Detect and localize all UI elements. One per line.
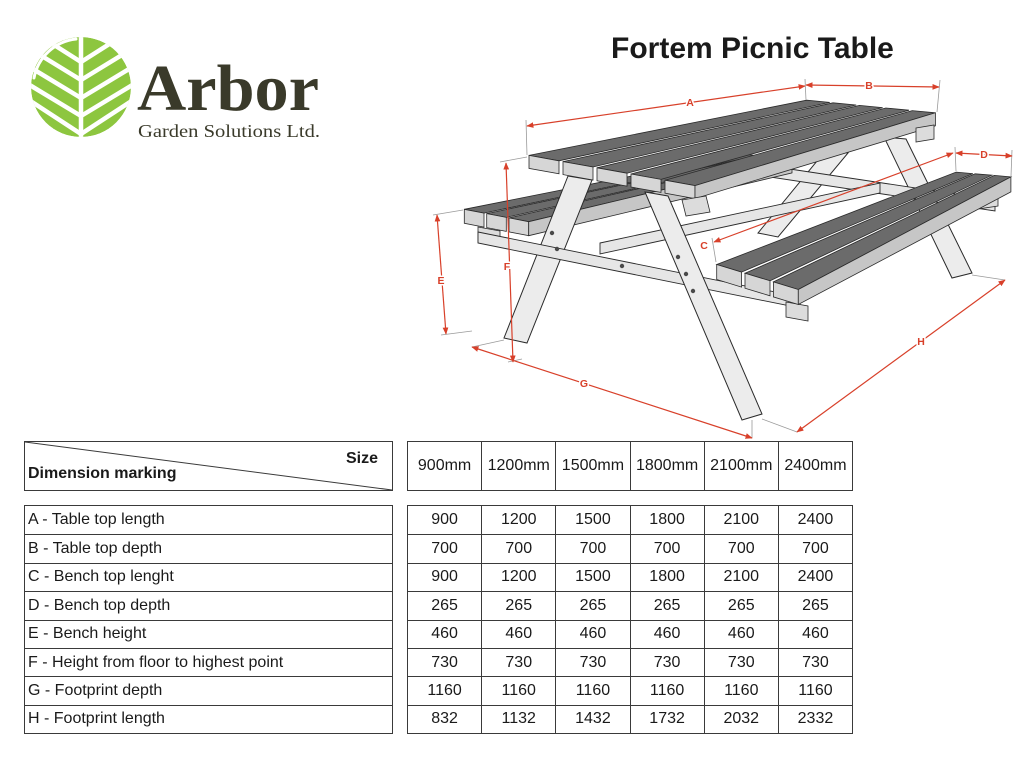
dimension-label-column (24, 505, 393, 734)
dimension-row-label: B - Table top depth (25, 534, 392, 562)
dimension-label-a: A (686, 97, 694, 109)
extension-line (500, 157, 527, 162)
dimension-values-row (408, 676, 852, 704)
dimension-value-cell: 265 (481, 592, 555, 619)
dimension-value-cell: 1432 (555, 706, 629, 733)
dimension-values-row (408, 648, 852, 676)
dimension-row-label: C - Bench top lenght (25, 563, 392, 591)
size-column-header: 2100mm (704, 442, 778, 490)
dimension-value-cell: 460 (481, 621, 555, 648)
extension-line (955, 147, 956, 171)
dimension-value-cell: 265 (555, 592, 629, 619)
dimension-line-h (797, 280, 1005, 432)
dimension-row-label: D - Bench top depth (25, 591, 392, 619)
dimension-value-cell: 265 (704, 592, 778, 619)
dimension-values-row (408, 591, 852, 619)
bolt (555, 247, 559, 251)
table-cleat (682, 196, 710, 216)
dimension-row-label: F - Height from floor to highest point (25, 648, 392, 676)
dimension-values-row (408, 506, 852, 534)
dimension-label-g: G (579, 378, 589, 390)
dimension-row-label: A - Table top length (28, 511, 165, 529)
bench-support-block (786, 302, 808, 321)
extension-line (433, 210, 463, 215)
dimension-value-cell: 832 (431, 710, 458, 728)
dimension-value-cell: 1160 (704, 677, 778, 704)
dimension-value-cell: 265 (630, 592, 704, 619)
dimension-value-cell: 730 (481, 649, 555, 676)
extension-line (937, 80, 940, 112)
dimension-values-row (408, 620, 852, 648)
size-header-row (407, 441, 853, 491)
dimension-value-cell: 1500 (555, 506, 629, 534)
bolt (691, 289, 695, 293)
dimension-row-label: G - Footprint depth (25, 676, 392, 704)
dimension-value-cell: 1500 (555, 564, 629, 591)
dimension-value-cell: 730 (431, 653, 458, 671)
dimension-label-f: F (503, 261, 511, 273)
bolt (676, 255, 680, 259)
dimension-value-cell: 1160 (427, 681, 462, 699)
dimension-value-cell: 1160 (778, 677, 852, 704)
dimension-value-cell: 900 (431, 568, 458, 586)
dimension-value-cell: 700 (778, 535, 852, 562)
dimension-label-e: E (437, 275, 445, 287)
dimension-value-cell: 1800 (630, 506, 704, 534)
brand-tagline: Garden Solutions Ltd. (138, 121, 320, 141)
dimension-value-cell: 700 (704, 535, 778, 562)
dimension-value-cell: 1200 (481, 564, 555, 591)
size-column-header: 1200mm (481, 442, 555, 490)
dimension-value-cell: 2400 (778, 564, 852, 591)
dimension-value-cell: 2032 (704, 706, 778, 733)
dimension-values-grid (407, 505, 853, 734)
dimension-values-row (408, 705, 852, 733)
dimension-value-cell: 1800 (630, 564, 704, 591)
dimension-value-cell: 700 (431, 540, 458, 558)
dimension-value-cell: 700 (630, 535, 704, 562)
dimension-value-cell: 1160 (481, 677, 555, 704)
bolt (620, 264, 624, 268)
dimension-value-cell: 1200 (481, 506, 555, 534)
dimension-value-cell: 460 (778, 621, 852, 648)
dimension-value-cell: 460 (431, 625, 458, 643)
dimension-value-cell: 1732 (630, 706, 704, 733)
dimension-value-cell: 460 (630, 621, 704, 648)
dimension-value-cell: 700 (555, 535, 629, 562)
size-column-header: 1800mm (630, 442, 704, 490)
dimension-value-cell: 730 (630, 649, 704, 676)
page-title: Fortem Picnic Table (611, 32, 894, 65)
dimension-value-cell: 900 (431, 511, 458, 529)
dimension-values-row (408, 534, 852, 562)
dimension-row-label: H - Footprint length (25, 705, 392, 733)
size-column-header: 900mm (417, 457, 472, 474)
extension-line (472, 340, 504, 347)
dimension-value-cell: 700 (481, 535, 555, 562)
dimension-value-cell: 730 (704, 649, 778, 676)
dimension-marking-header-label: Dimension marking (28, 465, 177, 482)
extension-line (805, 79, 806, 100)
dimension-value-cell: 265 (778, 592, 852, 619)
dimension-value-cell: 2332 (778, 706, 852, 733)
extension-line (972, 275, 1005, 280)
dimension-value-cell: 460 (704, 621, 778, 648)
bolt (684, 272, 688, 276)
size-column-header: 1500mm (555, 442, 629, 490)
dimension-value-cell: 1160 (555, 677, 629, 704)
extension-line (762, 419, 797, 432)
extension-line (1011, 150, 1012, 176)
brand-name: Arbor (137, 52, 319, 125)
dimension-label-d: D (980, 149, 988, 161)
dimension-value-cell: 2100 (704, 506, 778, 534)
dimension-value-cell: 1132 (481, 706, 555, 733)
dimension-values-row (408, 563, 852, 591)
dimension-value-cell: 1160 (630, 677, 704, 704)
table-cleat (916, 125, 934, 142)
dimension-label-c: C (700, 240, 708, 252)
dimension-value-cell: 730 (778, 649, 852, 676)
dimension-size-corner-header (24, 441, 393, 491)
size-column-header: 2400mm (778, 442, 852, 490)
dimension-value-cell: 265 (431, 596, 458, 614)
dimension-value-cell: 2400 (778, 506, 852, 534)
dimension-value-cell: 460 (555, 621, 629, 648)
dimension-label-b: B (865, 80, 873, 92)
bolt (550, 231, 554, 235)
size-header-label: Size (345, 450, 378, 467)
dimension-row-label: E - Bench height (25, 620, 392, 648)
extension-line (526, 120, 527, 155)
dimension-value-cell: 2100 (704, 564, 778, 591)
dimension-label-h: H (917, 336, 925, 348)
dimension-value-cell: 730 (555, 649, 629, 676)
dimension-line-g (472, 347, 752, 438)
